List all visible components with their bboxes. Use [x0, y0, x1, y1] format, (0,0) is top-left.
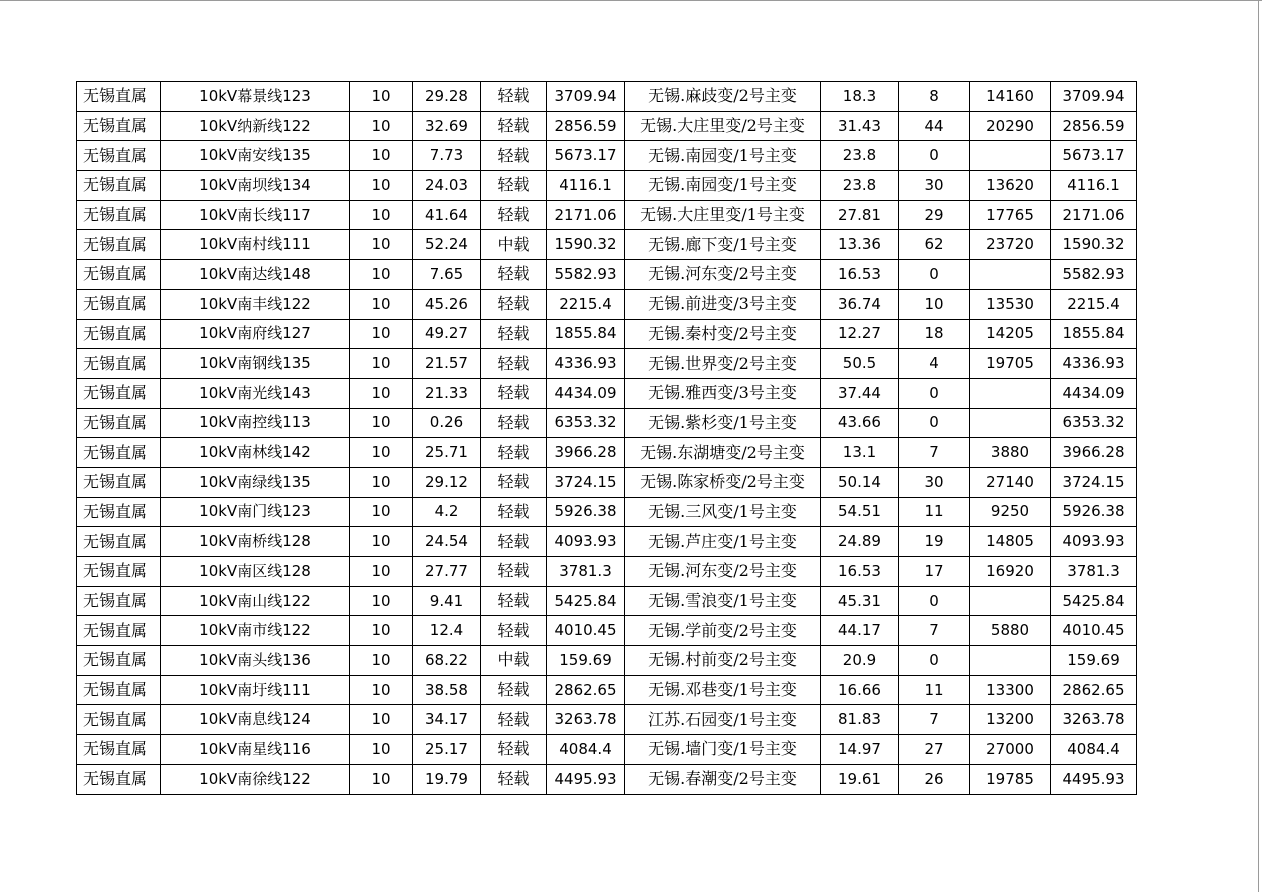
load-rate-cell: 34.17 — [413, 705, 481, 735]
load-level-cell: 中载 — [481, 646, 547, 676]
capacity-cell: 5425.84 — [547, 586, 625, 616]
line-name-cell: 10kV纳新线122 — [161, 111, 350, 141]
load-level-cell: 轻载 — [481, 527, 547, 557]
table-row — [77, 378, 1137, 408]
capacity-cell: 5673.17 — [547, 141, 625, 171]
load-level-cell: 轻载 — [481, 705, 547, 735]
substation-cell: 无锡.前进变/3号主变 — [625, 289, 821, 319]
margin-cell: 2856.59 — [1051, 111, 1137, 141]
total-cell: 19785 — [970, 764, 1051, 794]
capacity-cell: 159.69 — [547, 646, 625, 676]
substation-cell: 无锡.墙门变/1号主变 — [625, 735, 821, 765]
line-name-cell: 10kV幕景线123 — [161, 82, 350, 112]
load-level-cell: 轻载 — [481, 289, 547, 319]
load-level-cell: 轻载 — [481, 467, 547, 497]
substation-cell: 无锡.雪浪变/1号主变 — [625, 586, 821, 616]
capacity-cell: 2171.06 — [547, 200, 625, 230]
voltage-cell: 10 — [350, 557, 413, 587]
company-cell: 无锡直属 — [77, 467, 161, 497]
count-cell: 18 — [899, 319, 970, 349]
table-row — [77, 764, 1137, 794]
company-cell: 无锡直属 — [77, 675, 161, 705]
margin-cell: 4434.09 — [1051, 378, 1137, 408]
load-rate-cell: 21.57 — [413, 349, 481, 379]
voltage-cell: 10 — [350, 200, 413, 230]
load-level-cell: 轻载 — [481, 171, 547, 201]
substation-cell: 江苏.石园变/1号主变 — [625, 705, 821, 735]
substation-load-cell: 24.89 — [821, 527, 899, 557]
load-rate-cell: 24.03 — [413, 171, 481, 201]
total-cell: 19705 — [970, 349, 1051, 379]
count-cell: 30 — [899, 171, 970, 201]
margin-cell: 3966.28 — [1051, 438, 1137, 468]
total-cell: 14805 — [970, 527, 1051, 557]
capacity-cell: 4093.93 — [547, 527, 625, 557]
substation-load-cell: 81.83 — [821, 705, 899, 735]
line-name-cell: 10kV南星线116 — [161, 735, 350, 765]
margin-cell: 2171.06 — [1051, 200, 1137, 230]
voltage-cell: 10 — [350, 349, 413, 379]
substation-load-cell: 18.3 — [821, 82, 899, 112]
voltage-cell: 10 — [350, 171, 413, 201]
total-cell: 13200 — [970, 705, 1051, 735]
capacity-cell: 3724.15 — [547, 467, 625, 497]
company-cell: 无锡直属 — [77, 200, 161, 230]
substation-load-cell: 13.1 — [821, 438, 899, 468]
voltage-cell: 10 — [350, 141, 413, 171]
margin-cell: 6353.32 — [1051, 408, 1137, 438]
total-cell: 3880 — [970, 438, 1051, 468]
substation-load-cell: 14.97 — [821, 735, 899, 765]
capacity-cell: 2862.65 — [547, 675, 625, 705]
load-rate-cell: 9.41 — [413, 586, 481, 616]
capacity-cell: 2856.59 — [547, 111, 625, 141]
total-cell: 9250 — [970, 497, 1051, 527]
line-name-cell: 10kV南村线111 — [161, 230, 350, 260]
count-cell: 0 — [899, 586, 970, 616]
capacity-cell: 4084.4 — [547, 735, 625, 765]
substation-cell: 无锡.大庄里变/2号主变 — [625, 111, 821, 141]
substation-load-cell: 13.36 — [821, 230, 899, 260]
company-cell: 无锡直属 — [77, 616, 161, 646]
table-row — [77, 586, 1137, 616]
capacity-cell: 4010.45 — [547, 616, 625, 646]
total-cell: 17765 — [970, 200, 1051, 230]
voltage-cell: 10 — [350, 616, 413, 646]
company-cell: 无锡直属 — [77, 82, 161, 112]
table-row — [77, 616, 1137, 646]
substation-load-cell: 44.17 — [821, 616, 899, 646]
page-top-border — [0, 0, 1262, 1]
count-cell: 0 — [899, 378, 970, 408]
count-cell: 11 — [899, 497, 970, 527]
substation-cell: 无锡.廊下变/1号主变 — [625, 230, 821, 260]
substation-cell: 无锡.村前变/2号主变 — [625, 646, 821, 676]
load-rate-cell: 32.69 — [413, 111, 481, 141]
total-cell: 13620 — [970, 171, 1051, 201]
total-cell — [970, 586, 1051, 616]
table-row — [77, 349, 1137, 379]
load-level-cell: 轻载 — [481, 141, 547, 171]
line-name-cell: 10kV南林线142 — [161, 438, 350, 468]
count-cell: 8 — [899, 82, 970, 112]
company-cell: 无锡直属 — [77, 586, 161, 616]
line-name-cell: 10kV南绿线135 — [161, 467, 350, 497]
substation-load-cell: 16.53 — [821, 557, 899, 587]
margin-cell: 5425.84 — [1051, 586, 1137, 616]
substation-load-cell: 36.74 — [821, 289, 899, 319]
line-name-cell: 10kV南达线148 — [161, 260, 350, 290]
capacity-cell: 4495.93 — [547, 764, 625, 794]
table-row — [77, 171, 1137, 201]
margin-cell: 5926.38 — [1051, 497, 1137, 527]
load-rate-cell: 7.73 — [413, 141, 481, 171]
substation-load-cell: 16.53 — [821, 260, 899, 290]
margin-cell: 4336.93 — [1051, 349, 1137, 379]
feeder-load-table — [76, 81, 1137, 795]
capacity-cell: 1590.32 — [547, 230, 625, 260]
capacity-cell: 5582.93 — [547, 260, 625, 290]
margin-cell: 2862.65 — [1051, 675, 1137, 705]
load-level-cell: 轻载 — [481, 111, 547, 141]
margin-cell: 4084.4 — [1051, 735, 1137, 765]
margin-cell: 4010.45 — [1051, 616, 1137, 646]
load-rate-cell: 41.64 — [413, 200, 481, 230]
capacity-cell: 6353.32 — [547, 408, 625, 438]
substation-cell: 无锡.学前变/2号主变 — [625, 616, 821, 646]
table-row — [77, 200, 1137, 230]
voltage-cell: 10 — [350, 646, 413, 676]
substation-cell: 无锡.大庄里变/1号主变 — [625, 200, 821, 230]
line-name-cell: 10kV南钢线135 — [161, 349, 350, 379]
voltage-cell: 10 — [350, 319, 413, 349]
count-cell: 17 — [899, 557, 970, 587]
load-level-cell: 轻载 — [481, 200, 547, 230]
load-rate-cell: 29.12 — [413, 467, 481, 497]
voltage-cell: 10 — [350, 675, 413, 705]
load-rate-cell: 29.28 — [413, 82, 481, 112]
company-cell: 无锡直属 — [77, 764, 161, 794]
substation-load-cell: 50.14 — [821, 467, 899, 497]
total-cell — [970, 141, 1051, 171]
company-cell: 无锡直属 — [77, 141, 161, 171]
load-rate-cell: 12.4 — [413, 616, 481, 646]
company-cell: 无锡直属 — [77, 319, 161, 349]
table-row — [77, 675, 1137, 705]
capacity-cell: 4434.09 — [547, 378, 625, 408]
total-cell: 20290 — [970, 111, 1051, 141]
company-cell: 无锡直属 — [77, 378, 161, 408]
table-row — [77, 735, 1137, 765]
substation-load-cell: 45.31 — [821, 586, 899, 616]
voltage-cell: 10 — [350, 497, 413, 527]
load-rate-cell: 0.26 — [413, 408, 481, 438]
count-cell: 0 — [899, 408, 970, 438]
voltage-cell: 10 — [350, 438, 413, 468]
voltage-cell: 10 — [350, 260, 413, 290]
total-cell: 27000 — [970, 735, 1051, 765]
line-name-cell: 10kV南控线113 — [161, 408, 350, 438]
table-row — [77, 289, 1137, 319]
company-cell: 无锡直属 — [77, 349, 161, 379]
line-name-cell: 10kV南府线127 — [161, 319, 350, 349]
voltage-cell: 10 — [350, 705, 413, 735]
company-cell: 无锡直属 — [77, 289, 161, 319]
margin-cell: 4495.93 — [1051, 764, 1137, 794]
count-cell: 0 — [899, 141, 970, 171]
company-cell: 无锡直属 — [77, 646, 161, 676]
margin-cell: 3781.3 — [1051, 557, 1137, 587]
total-cell: 14160 — [970, 82, 1051, 112]
total-cell — [970, 378, 1051, 408]
load-rate-cell: 7.65 — [413, 260, 481, 290]
table-row — [77, 141, 1137, 171]
count-cell: 44 — [899, 111, 970, 141]
load-level-cell: 轻载 — [481, 497, 547, 527]
count-cell: 29 — [899, 200, 970, 230]
load-level-cell: 中载 — [481, 230, 547, 260]
count-cell: 7 — [899, 705, 970, 735]
line-name-cell: 10kV南山线122 — [161, 586, 350, 616]
load-level-cell: 轻载 — [481, 616, 547, 646]
substation-cell: 无锡.邓巷变/1号主变 — [625, 675, 821, 705]
load-rate-cell: 68.22 — [413, 646, 481, 676]
voltage-cell: 10 — [350, 735, 413, 765]
load-rate-cell: 25.17 — [413, 735, 481, 765]
margin-cell: 5582.93 — [1051, 260, 1137, 290]
margin-cell: 1855.84 — [1051, 319, 1137, 349]
substation-load-cell: 37.44 — [821, 378, 899, 408]
count-cell: 4 — [899, 349, 970, 379]
capacity-cell: 3781.3 — [547, 557, 625, 587]
capacity-cell: 4336.93 — [547, 349, 625, 379]
line-name-cell: 10kV南光线143 — [161, 378, 350, 408]
count-cell: 0 — [899, 260, 970, 290]
substation-cell: 无锡.南园变/1号主变 — [625, 171, 821, 201]
table-row — [77, 260, 1137, 290]
total-cell: 23720 — [970, 230, 1051, 260]
table-row — [77, 111, 1137, 141]
capacity-cell: 3966.28 — [547, 438, 625, 468]
load-rate-cell: 19.79 — [413, 764, 481, 794]
line-name-cell: 10kV南丰线122 — [161, 289, 350, 319]
load-rate-cell: 27.77 — [413, 557, 481, 587]
line-name-cell: 10kV南桥线128 — [161, 527, 350, 557]
count-cell: 10 — [899, 289, 970, 319]
table-row — [77, 230, 1137, 260]
load-rate-cell: 45.26 — [413, 289, 481, 319]
substation-cell: 无锡.东湖塘变/2号主变 — [625, 438, 821, 468]
capacity-cell: 5926.38 — [547, 497, 625, 527]
line-name-cell: 10kV南徐线122 — [161, 764, 350, 794]
load-level-cell: 轻载 — [481, 586, 547, 616]
voltage-cell: 10 — [350, 82, 413, 112]
substation-cell: 无锡.麻歧变/2号主变 — [625, 82, 821, 112]
substation-load-cell: 16.66 — [821, 675, 899, 705]
substation-cell: 无锡.三风变/1号主变 — [625, 497, 821, 527]
count-cell: 62 — [899, 230, 970, 260]
company-cell: 无锡直属 — [77, 527, 161, 557]
total-cell: 13300 — [970, 675, 1051, 705]
count-cell: 26 — [899, 764, 970, 794]
voltage-cell: 10 — [350, 586, 413, 616]
table-row — [77, 646, 1137, 676]
total-cell: 13530 — [970, 289, 1051, 319]
table-row — [77, 408, 1137, 438]
substation-cell: 无锡.紫杉变/1号主变 — [625, 408, 821, 438]
substation-cell: 无锡.陈家桥变/2号主变 — [625, 467, 821, 497]
load-rate-cell: 52.24 — [413, 230, 481, 260]
table-row — [77, 319, 1137, 349]
total-cell — [970, 408, 1051, 438]
margin-cell: 3724.15 — [1051, 467, 1137, 497]
count-cell: 7 — [899, 438, 970, 468]
total-cell: 27140 — [970, 467, 1051, 497]
table-row — [77, 527, 1137, 557]
line-name-cell: 10kV南区线128 — [161, 557, 350, 587]
total-cell: 14205 — [970, 319, 1051, 349]
company-cell: 无锡直属 — [77, 230, 161, 260]
substation-load-cell: 19.61 — [821, 764, 899, 794]
line-name-cell: 10kV南长线117 — [161, 200, 350, 230]
load-level-cell: 轻载 — [481, 764, 547, 794]
margin-cell: 4093.93 — [1051, 527, 1137, 557]
table-row — [77, 467, 1137, 497]
company-cell: 无锡直属 — [77, 497, 161, 527]
count-cell: 7 — [899, 616, 970, 646]
line-name-cell: 10kV南安线135 — [161, 141, 350, 171]
total-cell: 5880 — [970, 616, 1051, 646]
table-row — [77, 705, 1137, 735]
load-rate-cell: 24.54 — [413, 527, 481, 557]
count-cell: 27 — [899, 735, 970, 765]
total-cell — [970, 646, 1051, 676]
substation-load-cell: 12.27 — [821, 319, 899, 349]
line-name-cell: 10kV南门线123 — [161, 497, 350, 527]
table-row — [77, 438, 1137, 468]
voltage-cell: 10 — [350, 527, 413, 557]
capacity-cell: 1855.84 — [547, 319, 625, 349]
company-cell: 无锡直属 — [77, 111, 161, 141]
margin-cell: 159.69 — [1051, 646, 1137, 676]
substation-load-cell: 43.66 — [821, 408, 899, 438]
table-row — [77, 82, 1137, 112]
load-level-cell: 轻载 — [481, 260, 547, 290]
load-level-cell: 轻载 — [481, 408, 547, 438]
substation-load-cell: 54.51 — [821, 497, 899, 527]
load-rate-cell: 4.2 — [413, 497, 481, 527]
substation-cell: 无锡.南园变/1号主变 — [625, 141, 821, 171]
substation-cell: 无锡.秦村变/2号主变 — [625, 319, 821, 349]
company-cell: 无锡直属 — [77, 557, 161, 587]
margin-cell: 2215.4 — [1051, 289, 1137, 319]
margin-cell: 5673.17 — [1051, 141, 1137, 171]
capacity-cell: 4116.1 — [547, 171, 625, 201]
substation-load-cell: 50.5 — [821, 349, 899, 379]
margin-cell: 4116.1 — [1051, 171, 1137, 201]
load-rate-cell: 25.71 — [413, 438, 481, 468]
line-name-cell: 10kV南坝线134 — [161, 171, 350, 201]
substation-cell: 无锡.芦庄变/1号主变 — [625, 527, 821, 557]
margin-cell: 1590.32 — [1051, 230, 1137, 260]
total-cell: 16920 — [970, 557, 1051, 587]
company-cell: 无锡直属 — [77, 260, 161, 290]
capacity-cell: 2215.4 — [547, 289, 625, 319]
voltage-cell: 10 — [350, 764, 413, 794]
substation-load-cell: 23.8 — [821, 171, 899, 201]
total-cell — [970, 260, 1051, 290]
line-name-cell: 10kV南市线122 — [161, 616, 350, 646]
count-cell: 19 — [899, 527, 970, 557]
voltage-cell: 10 — [350, 467, 413, 497]
count-cell: 0 — [899, 646, 970, 676]
margin-cell: 3709.94 — [1051, 82, 1137, 112]
substation-load-cell: 27.81 — [821, 200, 899, 230]
page-right-border — [1258, 0, 1259, 892]
load-level-cell: 轻载 — [481, 557, 547, 587]
substation-load-cell: 20.9 — [821, 646, 899, 676]
count-cell: 30 — [899, 467, 970, 497]
substation-cell: 无锡.世界变/2号主变 — [625, 349, 821, 379]
table-row — [77, 557, 1137, 587]
table-row — [77, 497, 1137, 527]
load-level-cell: 轻载 — [481, 319, 547, 349]
load-level-cell: 轻载 — [481, 82, 547, 112]
company-cell: 无锡直属 — [77, 705, 161, 735]
substation-load-cell: 23.8 — [821, 141, 899, 171]
substation-cell: 无锡.河东变/2号主变 — [625, 260, 821, 290]
substation-cell: 无锡.河东变/2号主变 — [625, 557, 821, 587]
voltage-cell: 10 — [350, 230, 413, 260]
voltage-cell: 10 — [350, 408, 413, 438]
load-level-cell: 轻载 — [481, 349, 547, 379]
table-body — [77, 82, 1137, 795]
substation-load-cell: 31.43 — [821, 111, 899, 141]
substation-cell: 无锡.雅西变/3号主变 — [625, 378, 821, 408]
company-cell: 无锡直属 — [77, 171, 161, 201]
load-level-cell: 轻载 — [481, 675, 547, 705]
voltage-cell: 10 — [350, 111, 413, 141]
count-cell: 11 — [899, 675, 970, 705]
load-rate-cell: 38.58 — [413, 675, 481, 705]
capacity-cell: 3263.78 — [547, 705, 625, 735]
company-cell: 无锡直属 — [77, 735, 161, 765]
load-rate-cell: 21.33 — [413, 378, 481, 408]
load-level-cell: 轻载 — [481, 735, 547, 765]
line-name-cell: 10kV南圩线111 — [161, 675, 350, 705]
voltage-cell: 10 — [350, 289, 413, 319]
company-cell: 无锡直属 — [77, 408, 161, 438]
line-name-cell: 10kV南头线136 — [161, 646, 350, 676]
company-cell: 无锡直属 — [77, 438, 161, 468]
margin-cell: 3263.78 — [1051, 705, 1137, 735]
capacity-cell: 3709.94 — [547, 82, 625, 112]
load-level-cell: 轻载 — [481, 438, 547, 468]
voltage-cell: 10 — [350, 378, 413, 408]
load-level-cell: 轻载 — [481, 378, 547, 408]
load-rate-cell: 49.27 — [413, 319, 481, 349]
substation-cell: 无锡.春潮变/2号主变 — [625, 764, 821, 794]
line-name-cell: 10kV南息线124 — [161, 705, 350, 735]
